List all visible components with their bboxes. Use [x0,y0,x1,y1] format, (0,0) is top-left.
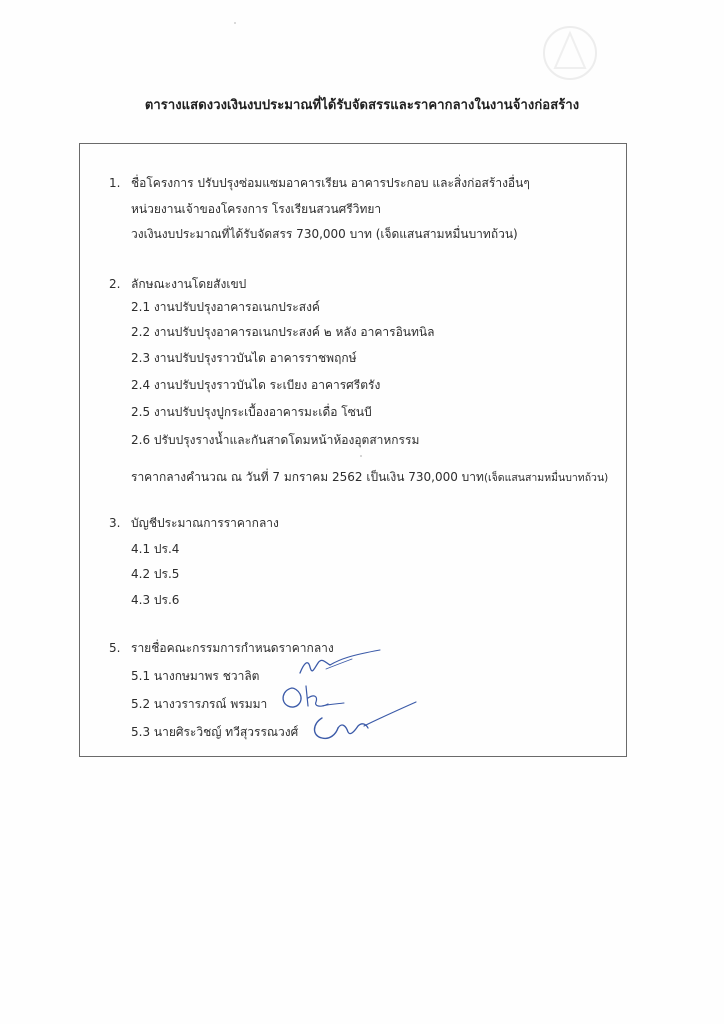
work-item: 2.4 งานปรับปรุงราวบันได ระเบียง อาคารศรีตรัง [131,378,381,392]
project-name: ชื่อโครงการ ปรับปรุงซ่อมแซมอาคารเรียน อาคารประกอบ และสิ่งก่อสร้างอื่นๆ [131,176,530,190]
scan-dot [234,22,236,24]
signature-3 [308,698,420,748]
work-item: 2.5 งานปรับปรุงปูกระเบื้องอาคารมะเดื่อ โซนบี [131,405,372,419]
work-item: 2.2 งานปรับปรุงอาคารอเนกประสงค์ ๒ หลัง อาคารอินทนิล [131,325,435,339]
project-budget: วงเงินงบประมาณที่ได้รับจัดสรร 730,000 บาท (เจ็ดแสนสามหมื่นบาทถ้วน) [131,227,518,241]
section2-number: 2. [109,277,121,291]
estimate-item: 4.1 ปร.4 [131,542,180,556]
median-price-main: ราคากลางคำนวณ ณ วันที่ 7 มกราคม 2562 เป็นเงิน 730,000 บาท [131,470,484,484]
section1-number: 1. [109,176,121,190]
section5-heading: รายชื่อคณะกรรมการกำหนดราคากลาง [131,641,334,655]
work-item: 2.3 งานปรับปรุงราวบันได อาคารราชพฤกษ์ [131,351,357,365]
median-price [131,469,608,486]
section5-number: 5. [109,641,121,655]
scan-emblem-ghost [535,18,605,88]
work-item: 2.6 ปรับปรุงรางน้ำและกันสาดโดมหน้าห้องอุตสาหกรรม [131,433,420,447]
section3-heading: บัญชีประมาณการราคากลาง [131,516,279,530]
section2-heading: ลักษณะงานโดยสังเขป [131,277,247,291]
project-owner: หน่วยงานเจ้าของโครงการ โรงเรียนสวนศรีวิทยา [131,202,382,216]
committee-member: 5.2 นางวรารภรณ์ พรมมา [131,697,268,711]
work-item: 2.1 งานปรับปรุงอาคารอเนกประสงค์ [131,300,320,314]
estimate-item: 4.3 ปร.6 [131,593,180,607]
median-price-words: (เจ็ดแสนสามหมื่นบาทถ้วน) [483,472,609,484]
committee-member: 5.1 นางกษมาพร ชวาลิต [131,669,260,683]
committee-member: 5.3 นายศิระวิชญ์ ทวีสุวรรณวงศ์ [131,725,299,739]
document-title: ตารางแสดงวงเงินงบประมาณที่ได้รับจัดสรรและราคากลางในงานจ้างก่อสร้าง [144,98,580,113]
section3-number: 3. [109,516,121,530]
signature-1 [296,645,386,680]
scan-dot [360,455,362,457]
estimate-item: 4.2 ปร.5 [131,567,180,581]
